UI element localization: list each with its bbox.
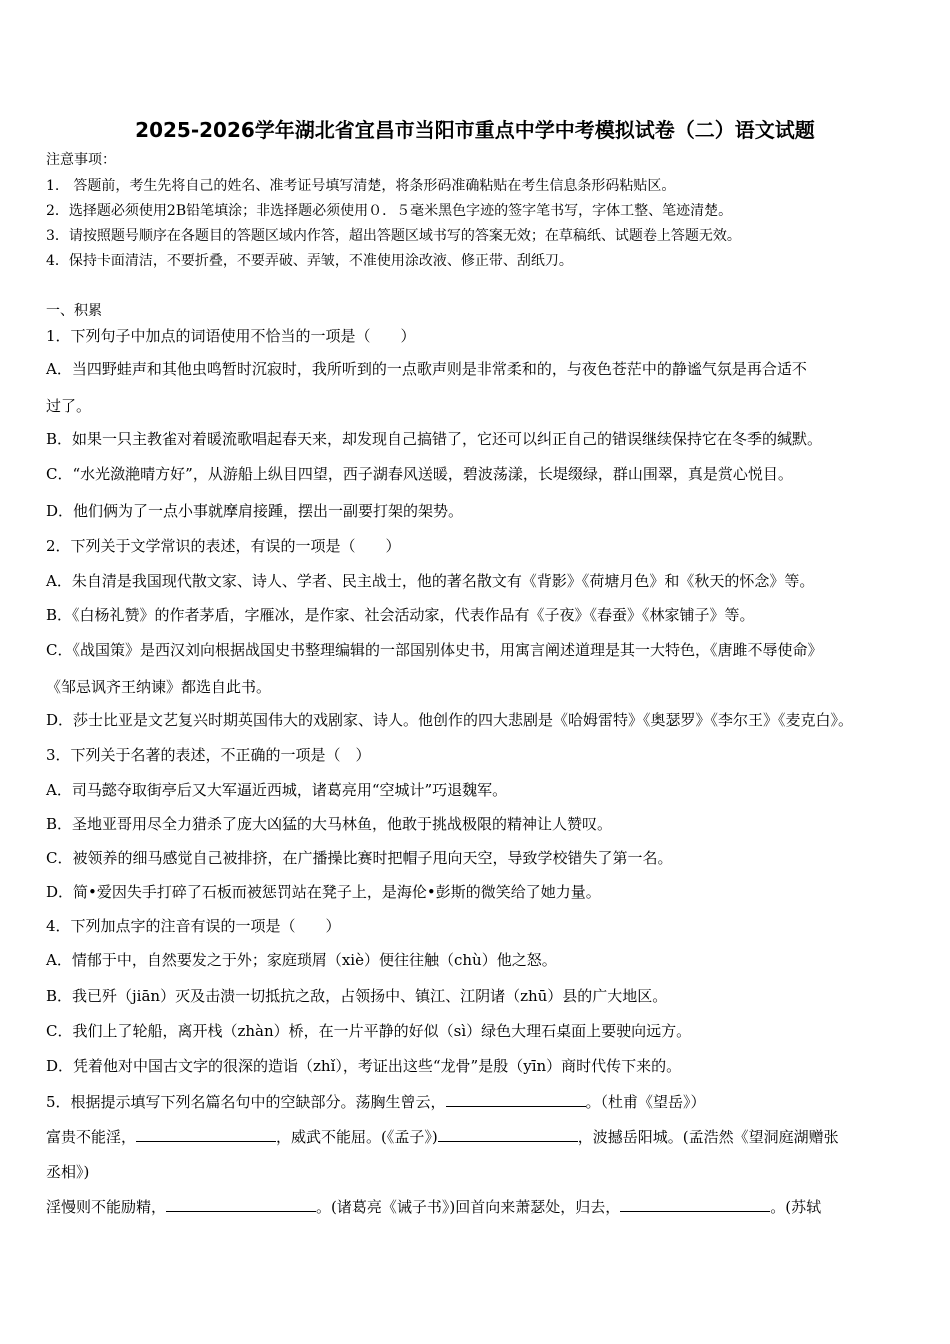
text: 。（杜甫《望岳》）: [585, 1093, 706, 1111]
question-5-line: [46, 1127, 839, 1147]
section-heading: 一、积累: [46, 303, 102, 319]
answer-blank[interactable]: [620, 1197, 770, 1212]
question-5-line: [46, 1197, 821, 1217]
answer-blank[interactable]: [438, 1127, 578, 1142]
answer-option: A．当四野蛙声和其他虫鸣暂时沉寂时，我所听到的一点歌声则是非常柔和的，与夜色苍茫中的静谧气氛是再合适不: [46, 360, 807, 378]
text: 。(苏轼: [770, 1198, 822, 1216]
notice-item: 3．请按照题号顺序在各题目的答题区域内作答，超出答题区域书写的答案无效；在草稿纸、试题卷上答题无效。: [46, 228, 741, 244]
text: ，波撼岳阳城。(孟浩然《望洞庭湖赠张: [577, 1128, 839, 1146]
notice-item: 1. 答题前，考生先将自己的姓名、准考证号填写清楚，将条形码准确粘贴在考生信息条形码粘贴区。: [46, 178, 676, 194]
answer-option: A．情郁于中，自然要发之于外；家庭琐屑（xiè）便往往触（chù）他之怒。: [46, 951, 557, 969]
answer-option: C．我们上了轮船，离开栈（zhàn）桥，在一片平静的好似（sì）绿色大理石桌面上要驶向远方。: [46, 1022, 692, 1040]
text: 5．根据提示填写下列名篇名句中的空缺部分。荡胸生曾云，: [46, 1093, 446, 1111]
text-line: 2．下列关于文学常识的表述，有误的一项是（ ）: [46, 537, 401, 555]
text: 。(诸葛亮《诫子书》)回首向来萧瑟处，归去，: [316, 1198, 621, 1216]
notice-item: 2．选择题必须使用2B铅笔填涂；非选择题必须使用０．５毫米黑色字迹的签字笔书写，字体工整、笔迹清楚。: [46, 203, 733, 219]
answer-blank[interactable]: [136, 1127, 276, 1142]
text-line: 1．下列句子中加点的词语使用不恰当的一项是（ ）: [46, 327, 416, 345]
answer-option: B．《白杨礼赞》的作者茅盾，字雁冰，是作家、社会活动家，代表作品有《子夜》《春蚕》《林家铺子》等。: [46, 606, 755, 624]
answer-option: C．“水光潋滟晴方好”，从游船上纵目四望，西子湖春风送暖，碧波荡漾，长堤缀绿，群山围翠，真是赏心悦目。: [46, 465, 793, 483]
text: 富贵不能淫，: [46, 1128, 137, 1146]
answer-option: D．凭着他对中国古文字的很深的造诣（zhǐ），考证出这些“龙骨”是殷（yīn）商时代传下来的。: [46, 1057, 682, 1075]
text-line: 过了。: [46, 397, 92, 415]
text: ，威武不能屈。(《孟子》): [276, 1128, 438, 1146]
question-5-line: [46, 1092, 706, 1112]
page-title: 2025-2026学年湖北省宜昌市当阳市重点中学中考模拟试卷（二）语文试题: [135, 118, 815, 142]
answer-option: A．司马懿夺取街亭后又大军逼近西城，诸葛亮用“空城计”巧退魏军。: [46, 781, 508, 799]
text: 淫慢则不能励精，: [46, 1198, 167, 1216]
answer-blank[interactable]: [166, 1197, 316, 1212]
answer-blank[interactable]: [446, 1092, 586, 1107]
text-line: 4．下列加点字的注音有误的一项是（ ）: [46, 917, 341, 935]
answer-option: C．《战国策》是西汉刘向根据战国史书整理编辑的一部国别体史书，用寓言阐述道理是其一大特色，《唐雎不辱使命》: [46, 641, 823, 659]
answer-option: D．莎士比亚是文艺复兴时期英国伟大的戏剧家、诗人。他创作的四大悲剧是《哈姆雷特》《奥瑟罗》《李尔王》《麦克白》。: [46, 711, 854, 729]
text-line: 《邹忌讽齐王纳谏》都选自此书。: [46, 678, 272, 696]
answer-option: A．朱自清是我国现代散文家、诗人、学者、民主战士，他的著名散文有《背影》《荷塘月色》和《秋天的怀念》等。: [46, 572, 815, 590]
answer-option: B．圣地亚哥用尽全力猎杀了庞大凶猛的大马林鱼，他敢于挑战极限的精神让人赞叹。: [46, 815, 613, 833]
text-line: 3．下列关于名著的表述，不正确的一项是（ ）: [46, 746, 371, 764]
answer-option: D．他们俩为了一点小事就摩肩接踵，摆出一副要打架的架势。: [46, 502, 464, 520]
question-5-line: 丞相》): [46, 1163, 90, 1181]
answer-option: B．我已歼（jiān）灭及击溃一切抵抗之敌，占领扬中、镇江、江阴诸（zhū）县的广大地区。: [46, 987, 668, 1005]
answer-option: B．如果一只主教雀对着暖流歌唱起春天来，却发现自己搞错了，它还可以纠正自己的错误继续保持它在冬季的缄默。: [46, 430, 823, 448]
answer-option: C．被领养的细马感觉自己被排挤，在广播操比赛时把帽子甩向天空，导致学校错失了第一名。: [46, 849, 673, 867]
notice-item: 4．保持卡面清洁，不要折叠，不要弄破、弄皱，不准使用涂改液、修正带、刮纸刀。: [46, 253, 573, 269]
notice-heading: 注意事项：: [46, 152, 116, 168]
answer-option: D．简•爱因失手打碎了石板而被惩罚站在凳子上，是海伦•彭斯的微笑给了她力量。: [46, 883, 601, 901]
